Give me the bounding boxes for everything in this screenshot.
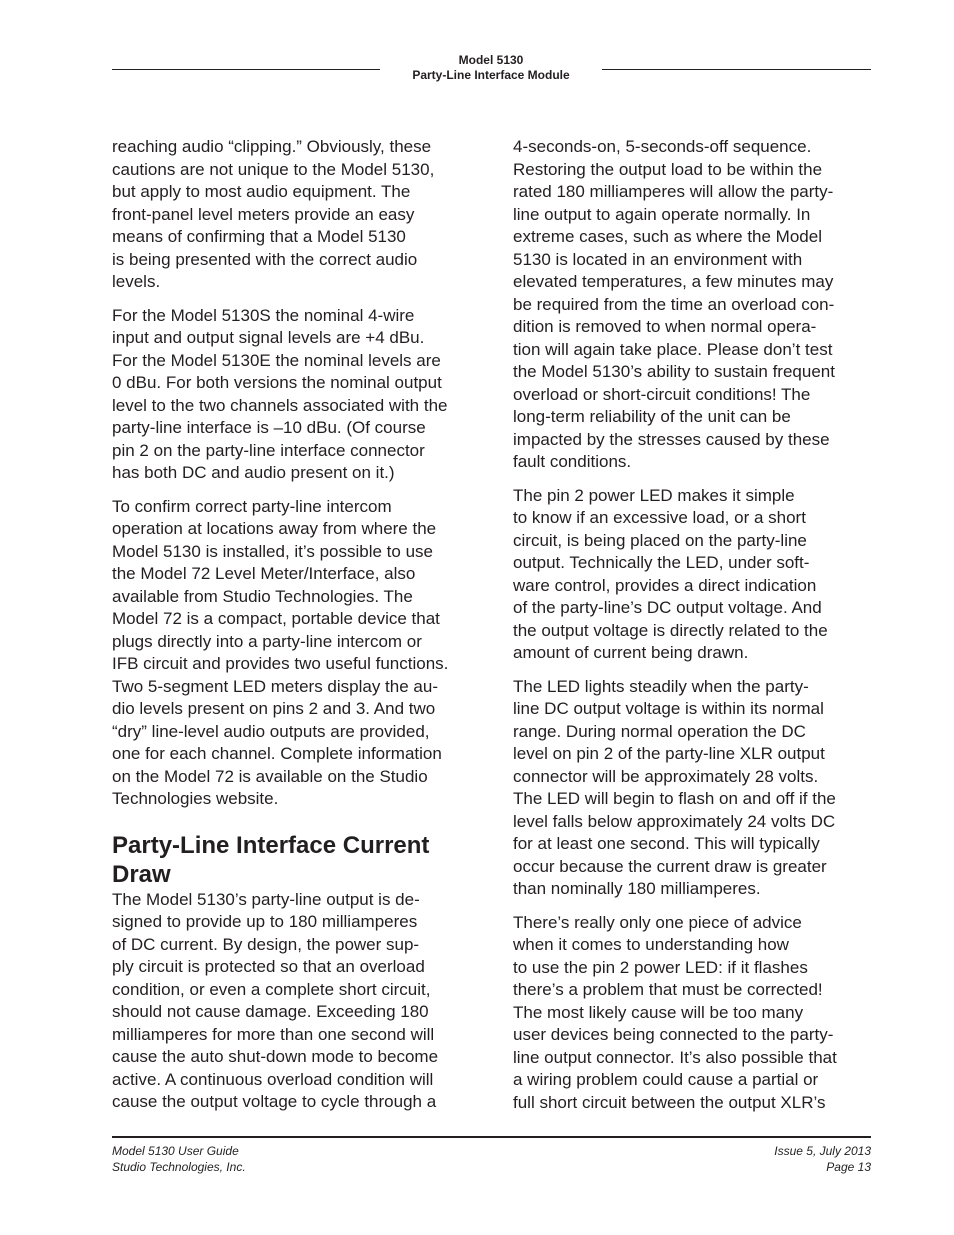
header-rule-left [112,69,380,70]
footer-guide-title: Model 5130 User Guide [112,1144,239,1158]
right-column [513,136,873,1125]
paragraph: reaching audio “clipping.” Obviously, these cautions are not unique to the Model 5130, but apply to most audio equipment. The front-panel level meters provide an easy means of confirming that a Model 5130 is being presented with the correct audio levels. [112,137,435,291]
paragraph: There’s really only one piece of advice when it comes to understanding how to use the pin 2 power LED: if it flashes there’s a problem that must be corrected! The most likely cause will be too many user devices being connected to the party- line output connector. It’s also possible that a wiring problem could cause a partial or full short circuit between the output XLR’s [513,912,837,1112]
footer-company: Studio Technologies, Inc. [112,1160,246,1174]
paragraph: The pin 2 power LED makes it simple to know if an excessive load, or a short circuit, is being placed on the party-line output. Technically the LED, under soft- ware control, provides a direct indication of the party-line’s DC output voltage. And the output voltage is directly related to the amount of current being drawn. [513,485,828,662]
paragraph: For the Model 5130S the nominal 4-wire input and output signal levels are +4 dBu. For the Model 5130E the nominal levels are 0 dBu. For both versions the nominal output level to the two channels associated with the party-line interface is –10 dBu. (Of course pin 2 on the party-line interface connector has both DC and audio present on it.) [112,305,448,482]
page-header [112,53,871,85]
header-rule-right [602,69,871,70]
header-model: Model 5130 [458,53,524,67]
header-titles [380,53,602,83]
left-column [112,136,484,1125]
section-heading: Party-Line Interface Current Draw [112,831,430,888]
footer-issue: Issue 5, July 2013 [774,1144,871,1158]
paragraph: The Model 5130’s party-line output is de- signed to provide up to 180 milliamperes of DC current. By design, the power sup- ply circuit is protected so that an overload condition, or even a complete short circuit, should not cause damage. Exceeding 180 milliamperes for more than one second will cause the auto shut-down mode to become active. A continuous overload condition will cause the output voltage to cycle through a [112,889,439,1111]
paragraph: 4-seconds-on, 5-seconds-off sequence. Restoring the output load to be within the rated 180 milliamperes will allow the party- line output to again operate normally. In extreme cases, such as where the Model 5130 is located in an environment with elevated temperatures, a few minutes may be required from the time an overload con- dition is removed to when normal opera- tion will again take place. Please don’t test the Model 5130’s ability to sustain frequent overload or short-circuit conditions! The long-term reliability of the unit can be impacted by the stresses caused by these fault conditions. [513,137,835,471]
footer-rule [112,1136,871,1138]
header-module-name: Party-Line Interface Module [412,68,570,82]
footer-right [774,1143,871,1175]
paragraph: To confirm correct party-line intercom operation at locations away from where the Model 5130 is installed, it’s possible to use the Model 72 Level Meter/Interface, also available from Studio Technologies. The Model 72 is a compact, portable device that plugs directly into a party-line intercom or IFB circuit and provides two useful functions. Two 5-segment LED meters display the au- dio levels present on pins 2 and 3. And two “dry” line-level audio outputs are provided, one for each channel. Complete information on the Model 72 is available on the Studio Technologies website. [112,496,449,808]
paragraph: The LED lights steadily when the party- line DC output voltage is within its normal range. During normal operation the DC level on pin 2 of the party-line XLR output connector will be approximately 28 volts. The LED will begin to flash on and off if the level falls below approximately 24 volts DC for at least one second. This will typically occur because the current draw is greater than nominally 180 milliamperes. [513,676,836,898]
footer-left [112,1143,246,1175]
footer-page-number: Page 13 [826,1160,871,1174]
